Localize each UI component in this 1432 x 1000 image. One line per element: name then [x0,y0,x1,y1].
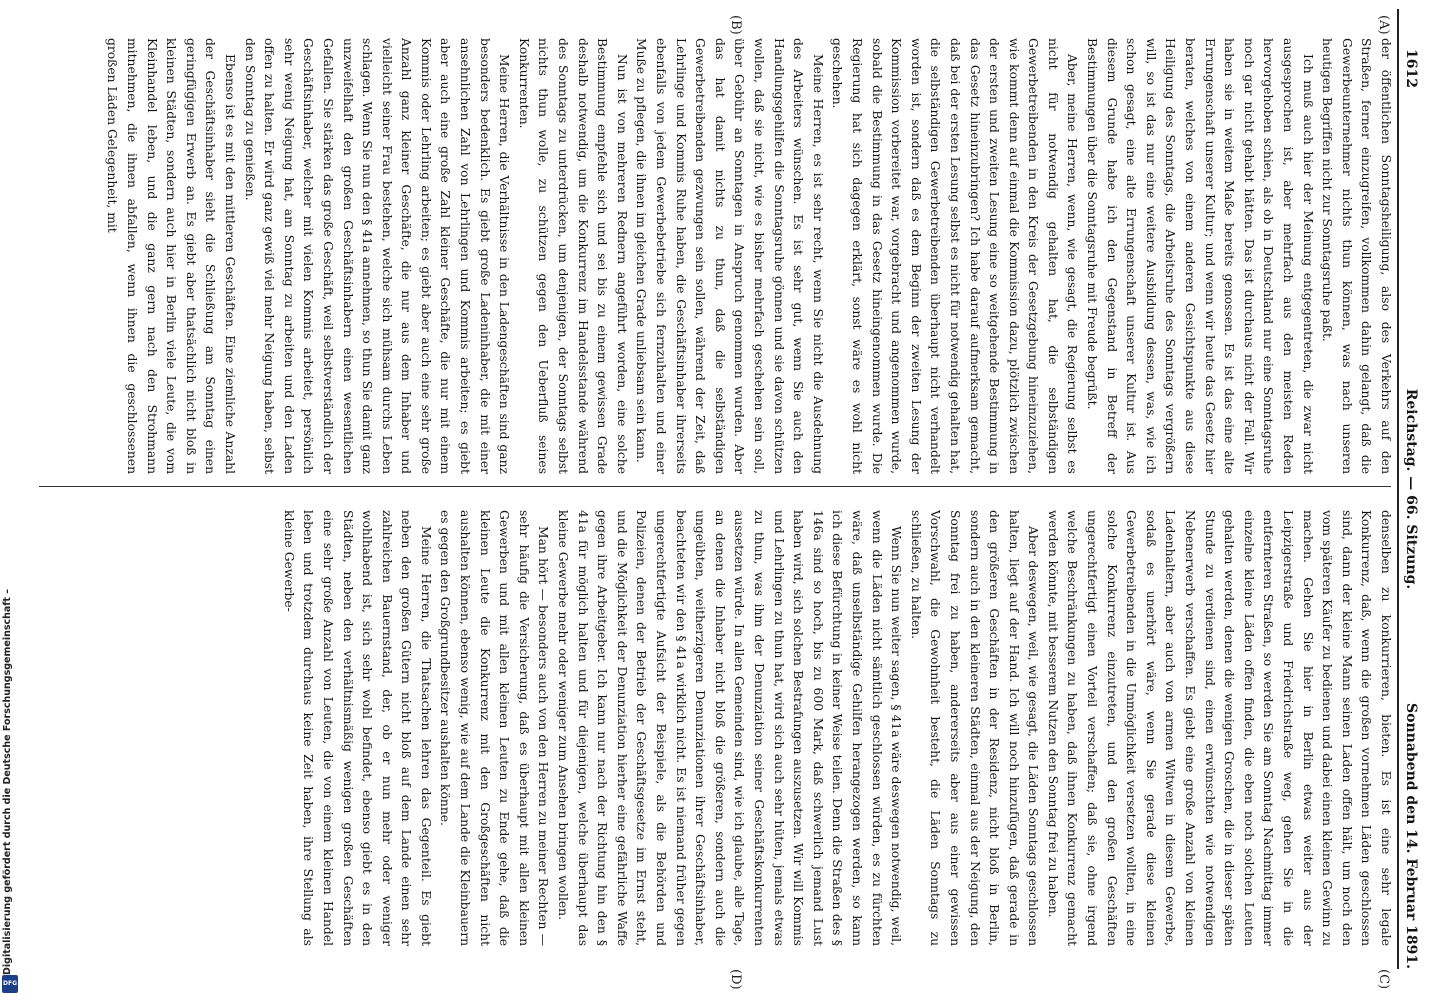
paragraph: Man hört — besonders auch von den Herren zu meiner Rechten — sehr häufig die Versicherung, daß es überhaupt mit allen kleinen Gewerben und mit allen kleinen Leuten zu Ende gehe, daß die kleinen Leute die Konkurrenz mit den Großgeschäften nicht aushalten können, ebenso wenig, wie auf dem Lande die Kleinbauern es gegen den Großgrundbesitzer aushalten könne. [438,510,551,946]
dfg-logo-text: DFG [2,980,17,987]
margin-marker-d: (D) [728,969,743,990]
header-session: Reichstag. — 66. Sitzung. [1403,388,1419,590]
paragraph: Aber, meine Herren, wenn, wie gesagt, die Regierung selbst es nicht für notwendig gehalten hat, die selbständigen Gewerbetreibenden in den Kreis der Gesetzgebung hineinzuziehen, wie kommt denn auf einmal die Kommission dazu, plötzlich zwischen der ersten und zweiten Lesung eine so weitgehende Bestimmung in das Gesetz hineinzubringen? Ich habe darauf aufmerksam gemacht, daß bei der ersten Lesung selbst es nicht für notwendig gehalten hat, die selbständigen Gewerbetreibenden überhaupt nicht verhandelt worden ist, sondern daß es dem Beginn der zweiten Lesung der Kommission vorbereitet war, vorgebracht und angenommen wurde, sobald die Bestimmung in das Gesetz hineingenommen wurde. Die Regierung hat sich dagegen erklärt, sonst wäre es wohl nicht geschehen. [830,38,1080,474]
rotated-page-content [1,1,1431,999]
right-column [33,510,1395,946]
header-date: Sonnabend den 14. Februar 1891. [1403,703,1419,969]
page-number: 1612 [1403,49,1419,88]
paragraph: Meine Herren, es ist sehr recht, wenn Sie nicht die Ausdehnung des Arbeiters wünschen. Es ist sehr gut, wenn Sie auch den Handlungsgehilfen die Sonntagsruhe gönnen und sie davon schützen wollen, daß sie nicht, wie es bisher mehrfach geschehen sein soll, über Gebühr an Sonntagen in Anspruch genommen wurden. Aber das hat damit nichts zu thun, daß die selbständigen Gewerbetreibenden gezwungen sein sollen, während der Zeit, daß Lehrlinge und Kommis Ruhe haben, die Geschäftsinhaber ihrerseits ebenfalls von jedem Gewerbebetriebe sich fernzuhalten und einer Muße zu pflegen, die ihnen im gleichen Grade unliebsam sein kann. [634,38,825,474]
paragraph: Ich muß auch hier der Meinung entgegentreten, die zwar nicht ausgesprochen ist, aber mehrfach aus den meisten Reden hervorgehoben schien, als ob in Deutschland nur eine Sonntagsruhe noch gar nicht gehabt hätten. Das ist durchaus nicht der Fall. Wir haben sie in weitem Maße bereits genossen. Es ist das eine alte Errungenschaft unserer Kultur; und wenn wir heute das Gesetz hier beraten, welches von einem anderen Gesichtspunkte aus diese Heiligung des Sonntags, die Arbeitsruhe des Sonntags vergrößern will, so ist das nur eine weitere Ausbildung dessen, was, wie ich schon gesagt, eine alte Errungenschaft unserer Kultur ist. Aus diesem Grunde habe ich den Gegenstand in Betreff der Bestimmungen über die Sonntagsruhe mit Freude begrüßt. [1085,38,1315,474]
paragraph: der öffentlichen Sonntagsheiligung, also des Verkehrs auf den Straßen, ferner einzugreifen, vollkommen dahin gelangt, daß die Gewerbeunternehmer nichts thun können, was nach unseren heutigen Begriffen nicht zur Sonntagsruhe paßt. [1320,38,1393,474]
digitization-credit: Digitalisierung gefördert durch die Deutsche Forschungsgemeinschaft – [2,588,13,975]
paragraph: denselben zu konkurrieren, bieten. Es ist eine sehr legale Konkurrenz, daß, wenn die großen vornehmen Läden geschlossen sind, dann der kleine Mann seinen Laden offen hält, um noch den vom späteren Käufer zu bedienen und dabei einen kleinen Gewinn zu machen. Gehen Sie hier in Berlin etwas weiter aus der Leipzigerstraße und Friedrichstraße weg, gehen Sie in die entfernteren Straßen, so werden Sie am Sonntag Nachmittag immer einzelne kleine Läden offen finden, die eben noch solchen Leuten gehalten werden, denen die wenigen Groschen, die in dieser späten Stunde zu verdienen sind, einen erwünschten wie notwendigen Nebenerwerb verschaffen. Es giebt eine große Anzahl von kleinen Ladenhaltern, aber auch von armen Witwen in diesem Gewerbe, sodaß es unerhört wäre, wenn Sie gerade diese kleinen Gewerbetreibenden in die Unmöglichkeit versetzen wollten, in eine solche Konkurrenz einzutreten, und den großen Geschäften ungerechtfertigt einen Vorteil verschaffen; daß sie, ohne irgend welche Beschränkungen zu haben, daß ihnen Konkurrenz gemacht werden könnte, mit besserem Nutzen den Sonntag frei zu haben. [1045,510,1393,946]
paragraph: Meine Herren, die Verhältnisse in den Ladengeschäften sind ganz besonders bedenklich. Es giebt große Ladeninhaber, die mit einer ansehnlichen Zahl von Lehrlingen und Kommis arbeiten; es giebt aber auch eine große Zahl kleiner Geschäfte, die nur mit einem Kommis oder Lehrling arbeiten; es giebt aber auch eine sehr große Anzahl ganz kleiner Geschäfte, die nur aus dem Inhaber und vielleicht seiner Frau bestehen, welche sich mühsam durchs Leben schlagen. Wenn Sie nun den § 41a annehmen, so thun Sie damit ganz unzweifelhaft den großen Geschäftsinhabern einen wesentlichen Gefallen. Sie stärken das große Geschäft, weil selbstverständlich der Geschäftsinhaber, welcher mit vielen Kommis arbeitet, persönlich sehr wenig Neigung hat, am Sonntag zu arbeiten und den Laden offen zu halten. Er wird ganz gewiß viel mehr Neigung haben, selbst den Sonntag zu genießen. [242,38,512,474]
page-header [1397,9,1423,969]
column-divider [39,486,1391,487]
dfg-logo [2,975,18,993]
margin-marker-b: (B) [728,15,743,35]
paragraph: Meine Herren, die Thatsachen lehren das Gegenteil. Es giebt neben den großen Gütern nicht bloß auf dem Lande einen sehr zahlreichen Bauernstand, der, ob er nun mehr oder weniger wohlhabend ist, sich sehr wohl befindet, ebenso giebt es in den Städten, neben den verhältnismäßig wenigen großen Geschäften eine sehr große Anzahl von Leuten, die von einem kleinen Handel leben und trotzdem durchaus keine Zeit haben, ihre Stellung als kleine Gewerbe- [281,510,433,946]
paragraph: Ebenso ist es mit den mittleren Geschäften. Eine ziemliche Anzahl der Geschäftsinhaber sieht die Schließung am Sonntag einen geringfügigen Erwerb an. Es giebt aber thatsächlich nicht bloß in kleinen Städten, sondern auch hier in Berlin viele Leute, die vom Kleinhandel leben, und die ganz gern nach den Strohmann mitnehmen, die ihnen abfallen, wenn ihnen die geschlossenen großen Läden Gelegenheit, mit [105,38,237,474]
paragraph: Nun ist von mehreren Rednern angeführt worden, eine solche Bestimmung empfehle sich und sei bis zu einem gewissen Grade deshalb notwendig, um die Konkurrenz im Handelsstande während des Sonntags zu unterdrücken, um denjenigen, der Sonntags selbst nichts thun wolle, zu schützen gegen den Ueberfluß seines Konkurrenten. [516,38,629,474]
paragraph: Aber deswegen, weil, wie gesagt, die Läden Sonntags geschlossen halten, liegt auf der Hand. Ich will noch hinzufügen, daß gerade in den größeren Geschäften in der Residenz, nicht bloß in Berlin, sondern auch in den kleineren Städten, einmal aus der Neigung, den Sonntag frei zu haben, andererseits aber aus einer gewissen Vorschwahl, die Gewohnheit besteht, die Läden Sonntags zu schließen, zu halten. [908,510,1041,946]
margin-marker-c: (C) [1376,969,1391,990]
scanned-page [1,1,1431,999]
paragraph: Wenn Sie nun weiter sagen, § 41a wäre deswegen notwendig, weil, wenn die Läden nicht sämtlich geschlossen würden, es zu fürchten wäre, daß unselbständige Gehilfen herangezogen werden, so kann ich diese Befürchtung in keiner Weise teilen. Denn die Straßen des § 146a sind so hoch, bis zu 600 Mark, daß schwerlich jemand Lust haben wird, sich solchen Bestrafungen auszusetzen. Wir will Kommis und Lehrlingen zu thun hat, wird sich auch sehr hüten, jemals etwas zu thun, was ihm der Denunziation seiner Geschäftskonkurrenten aussetzen würde. In allen Gemeinden sind, wie ich glaube, alle Tage, an denen die Inhaber nicht bloß die größeren, sondern auch die ungeübten, weitherzigeren Denunziationen ihrer Geschäftsinhaber, beachteten wir den § 41a wirklich nicht. Es ist niemand früher gegen ungerechtfertigte Aufsicht der Beispiele, als die Behörden und Polizeien, denen der Betrieb der Geschäftsgesetze im Ernst steht, und die Möglichkeit der Denunziation hierher eine gefährliche Waffe gegen ihre Arbeitgeber. Ich kann nur nach der Richtung hin den § 41a für möglich halten und für diejenigen, welche überhaupt das kleine Gewerbe mehr oder weniger zum Ansehen bringen wollen. [556,510,904,946]
margin-marker-a: (A) [1376,15,1391,35]
left-column [33,38,1395,474]
